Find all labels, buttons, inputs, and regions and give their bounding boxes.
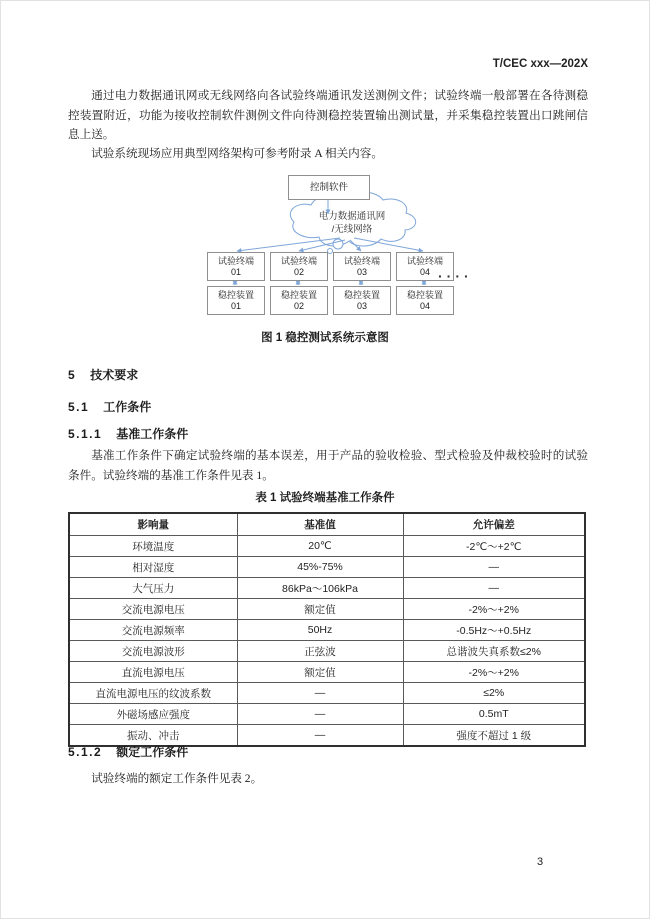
col-header-reference-value: 基准值 [237, 513, 403, 536]
cloud-bubble-icon [328, 249, 333, 254]
control-software-box: 控制软件 [288, 175, 370, 200]
stability-device-box-02: 稳控装置 02 [270, 286, 328, 315]
figure-1-diagram [0, 170, 650, 325]
section-heading-5-1-1: 5.1.1 基准工作条件 [68, 427, 189, 441]
table-1-title: 表 1 试验终端基准工作条件 [255, 492, 395, 504]
section-heading-5-1: 5.1 工作条件 [68, 400, 152, 414]
paragraph-network-ref: 试验系统现场应用典型网络架构可参考附录 A 相关内容。 [91, 147, 383, 160]
test-terminal-box-01: 试验终端 01 [207, 252, 265, 281]
ellipsis-dots: ···· [438, 268, 473, 284]
table-row: 振动、冲击 — 强度不超过 1 级 [69, 725, 585, 747]
test-terminal-box-04: 试验终端 04 [396, 252, 454, 281]
stability-device-box-04: 稳控装置 04 [396, 286, 454, 315]
table-row: 大气压力 86kPa～106kPa — [69, 578, 585, 599]
table-1-reference-working-conditions [68, 512, 586, 747]
page-number: 3 [537, 856, 544, 868]
cloud-label-line1: 电力数据通讯网 [318, 211, 386, 222]
table-row: 交流电源波形 正弦波 总谐波失真系数≤2% [69, 641, 585, 662]
paragraph-reference-conditions: 基准工作条件下确定试验终端的基本误差，用于产品的验收检验、型式检验及仲裁校验时的试验条件。试验终端的基准工作条件见表 1。 [68, 449, 588, 482]
figure-1-caption: 图 1 稳控测试系统示意图 [261, 332, 389, 344]
table-row: 外磁场感应强度 — 0.5mT [69, 704, 585, 725]
col-header-allowed-deviation: 允许偏差 [403, 513, 585, 536]
stability-device-box-03: 稳控装置 03 [333, 286, 391, 315]
test-terminal-box-03: 试验终端 03 [333, 252, 391, 281]
table-header-row [69, 513, 585, 536]
table-row: 交流电源电压 额定值 -2%～+2% [69, 599, 585, 620]
table-row: 直流电源电压的纹波系数 — ≤2% [69, 683, 585, 704]
section-heading-5-1-2: 5.1.2 额定工作条件 [68, 745, 189, 759]
paragraph-rated-conditions: 试验终端的额定工作条件见表 2。 [91, 772, 263, 785]
section-heading-5: 5 技术要求 [68, 368, 139, 382]
cloud-label-line2: /无线网络 [331, 224, 373, 235]
table-row: 环境温度 20℃ -2℃～+2℃ [69, 536, 585, 557]
test-terminal-box-02: 试验终端 02 [270, 252, 328, 281]
table-row: 相对湿度 45%-75% — [69, 557, 585, 578]
table-row: 交流电源频率 50Hz -0.5Hz～+0.5Hz [69, 620, 585, 641]
stability-device-box-01: 稳控装置 01 [207, 286, 265, 315]
col-header-influence: 影响量 [69, 513, 237, 536]
paragraph-intro: 通过电力数据通讯网或无线网络向各试验终端通讯发送测例文件；试验终端一般部署在各待测稳控装置附近，功能为接收控制软件测例文件向待测稳控装置输出测试量，并采集稳控装置出口跳闸信息上送。 [68, 89, 588, 141]
running-header: T/CEC xxx—202X [492, 58, 588, 70]
table-row: 直流电源电压 额定值 -2%～+2% [69, 662, 585, 683]
